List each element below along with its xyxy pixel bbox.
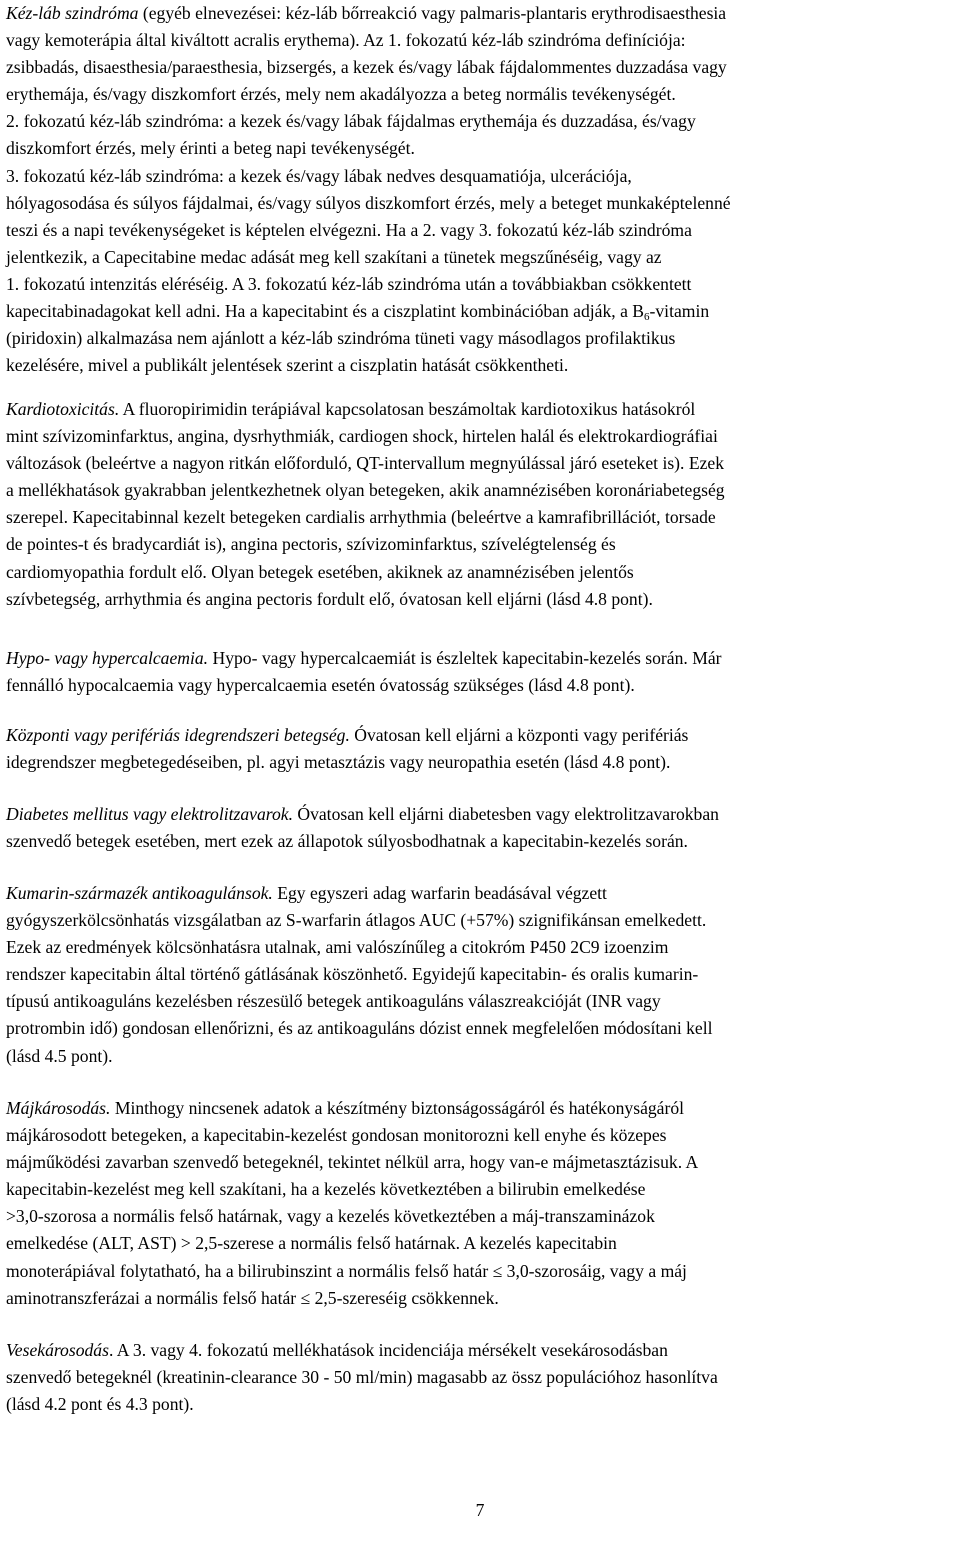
text-line: [6, 1230, 952, 1257]
body-text: szerepel. Kapecitabinnal kezelt betegeken cardialis arrhythmia (beleértve a kamrafibrillációt, torsade: [6, 507, 716, 528]
body-text: Óvatosan kell eljárni a központi vagy perifériás: [349, 725, 689, 745]
subscript-text: 6: [644, 311, 650, 324]
paragraph-diabetes: [6, 801, 952, 855]
text-line: [6, 217, 952, 244]
body-text: aminotranszferázai a normális felső határ ≤ 2,5-szereséig csökkennek.: [6, 1287, 499, 1308]
text-line: [6, 1176, 952, 1203]
body-text: szenvedő betegek esetében, mert ezek az állapotok súlyosbodhatnak a kapecitabin-kezelés során.: [6, 831, 688, 852]
body-text: gyógyszerkölcsönhatás vizsgálatban az S-warfarin átlagos AUC (+57%) szignifikánsan emelkedett.: [6, 910, 707, 931]
body-text: diszkomfort érzés, mely érinti a beteg napi tevékenységét.: [6, 138, 415, 159]
paragraph-cardiotoxicity: [6, 396, 952, 613]
body-text: (piridoxin) alkalmazása nem ajánlott a kéz-láb szindróma tüneti vagy másodlagos profilaktikus: [6, 328, 676, 349]
body-text: monoterápiával folytatható, ha a bilirubinszint a normális felső határ ≤ 3,0-szorosáig, vagy a máj: [6, 1260, 687, 1281]
text-line: [6, 1095, 952, 1122]
body-text: a mellékhatások gyakrabban jelentkezhetnek olyan betegeken, akik anamnézisében koronáriabetegség: [6, 480, 725, 501]
body-text: rendszer kapecitabin által történő gátlásának köszönhető. Egyidejű kapecitabin- és oralis kumarin-: [6, 964, 699, 985]
text-line: [6, 722, 952, 749]
text-line: [6, 1364, 952, 1391]
text-line: [6, 1258, 952, 1285]
body-text: A fluoropirimidin terápiával kapcsolatosan beszámoltak kardiotoxikus hatásokról: [119, 399, 696, 419]
body-text: 3. fokozatú kéz-láb szindróma: a kezek és/vagy lábak nedves desquamatiója, ulcerációja,: [6, 165, 632, 186]
body-text: (lásd 4.5 pont).: [6, 1045, 113, 1066]
page-number: 7: [475, 1500, 485, 1520]
section-heading-italic: Diabetes mellitus vagy elektrolitzavarok.: [6, 804, 293, 824]
section-heading-italic: Hypo- vagy hypercalcaemia.: [6, 648, 209, 668]
body-text: teszi és a napi tevékenységeket is képtelen elvégezni. Ha a 2. vagy 3. fokozatú kéz-láb szindróma: [6, 219, 692, 240]
text-line: [6, 645, 952, 672]
body-text: hólyagosodása és súlyos fájdalmai, és/vagy súlyos diszkomfort érzés, mely a beteget munkaképtelenné: [6, 192, 731, 213]
paragraph-kidney-impairment: [6, 1337, 952, 1418]
text-line: [6, 0, 952, 27]
section-heading-italic: Kéz-láb szindróma: [6, 3, 139, 23]
text-line: [6, 477, 952, 504]
body-text: zsibbadás, disaesthesia/paraesthesia, bizsergés, a kezek és/vagy lábak fájdalommentes duzzadása vagy: [6, 57, 727, 78]
text-line: [6, 271, 952, 298]
paragraph-calcaemia: [6, 645, 952, 699]
paragraph-hand-foot-syndrome: [6, 0, 952, 379]
text-line: [6, 1043, 952, 1070]
text-line: [6, 450, 952, 477]
body-text: idegrendszer megbetegedéseiben, pl. agyi metasztázis vagy neuropathia esetén (lásd 4.8 pont).: [6, 752, 671, 773]
body-text: de pointes-t és bradycardiát is), angina pectoris, szívizominfarktus, szívelégtelenség és: [6, 534, 616, 555]
body-text: (lásd 4.2 pont és 4.3 pont).: [6, 1394, 194, 1415]
text-line: [6, 325, 952, 352]
text-line: [6, 934, 952, 961]
body-text: fennálló hypocalcaemia vagy hypercalcaemia esetén óvatosság szükséges (lásd 4.8 pont).: [6, 675, 635, 696]
body-text: 2. fokozatú kéz-láb szindróma: a kezek és/vagy lábak fájdalmas erythemája és duzzadása, és/vagy: [6, 111, 696, 132]
text-line: [6, 81, 952, 108]
text-line: [6, 1149, 952, 1176]
body-text: szívbetegség, arrhythmia és angina pectoris fordult elő, óvatosan kell eljárni (lásd 4.8 pont).: [6, 588, 653, 609]
section-heading-italic: Kumarin-származék antikoagulánsok.: [6, 883, 273, 903]
body-text: májkárosodott betegeken, a kapecitabin-kezelést gondosan monitorozni kell enyhe és közepes: [6, 1125, 667, 1146]
body-text: szenvedő betegeknél (kreatinin-clearance 30 - 50 ml/min) magasabb az össz populációhoz hasonlítva: [6, 1367, 718, 1388]
text-line: [6, 135, 952, 162]
text-line: [6, 749, 952, 776]
body-text: Minthogy nincsenek adatok a készítmény biztonságosságáról és hatékonyságáról: [110, 1098, 685, 1118]
body-text: mint szívizominfarktus, angina, dysrhythmiák, cardiogen shock, hirtelen halál és elektrokardiográfiai: [6, 426, 718, 447]
text-line: [6, 880, 952, 907]
body-text: protrombin idő) gondosan ellenőrizni, és az antikoaguláns dózist ennek megfelelően módosítani kell: [6, 1018, 713, 1039]
body-text: erythemája, és/vagy diszkomfort érzés, mely nem akadályozza a beteg normális tevékenységét.: [6, 84, 676, 105]
text-line: [6, 54, 952, 81]
paragraph-coumarin-anticoagulants: [6, 880, 952, 1070]
text-line: [6, 1337, 952, 1364]
text-line: [6, 672, 952, 699]
text-line: [6, 27, 952, 54]
body-text: kezelésére, mivel a publikált jelentések szerint a ciszplatin hatását csökkentheti.: [6, 355, 569, 376]
paragraph-nervous-system: [6, 722, 952, 776]
text-line: [6, 163, 952, 190]
body-text: . A 3. vagy 4. fokozatú mellékhatások incidenciája mérsékelt vesekárosodásban: [108, 1340, 668, 1360]
text-line: [6, 244, 952, 271]
body-text: cardiomyopathia fordult elő. Olyan betegek esetében, akiknek az anamnézisében jelentős: [6, 561, 634, 582]
body-text: kapecitabin-kezelést meg kell szakítani, ha a kezelés következtében a bilirubin emelkedése: [6, 1179, 646, 1200]
body-text: Hypo- vagy hypercalcaemiát is észleltek kapecitabin-kezelés során. Már: [208, 648, 722, 668]
section-heading-italic: Kardiotoxicitás.: [6, 399, 120, 419]
body-text: Óvatosan kell eljárni diabetesben vagy elektrolitzavarokban: [292, 804, 719, 824]
text-line: [6, 1122, 952, 1149]
body-text: 1. fokozatú intenzitás eléréséig. A 3. fokozatú kéz-láb szindróma után a továbbiakban csökkentett: [6, 273, 692, 294]
body-text: változások (beleértve a nagyon ritkán előforduló, QT-intervallum megnyúlással járó eseteket is). Ezek: [6, 453, 725, 474]
section-heading-italic: Vesekárosodás: [6, 1340, 109, 1360]
text-line: [6, 108, 952, 135]
text-line: [6, 396, 952, 423]
body-text: >3,0-szorosa a normális felső határnak, vagy a kezelés következtében a máj-transzaminázok: [6, 1206, 655, 1227]
body-text: kapecitabinadagokat kell adni. Ha a kapecitabint és a ciszplatint kombinációban adják, a B: [6, 301, 645, 322]
body-text: jelentkezik, a Capecitabine medac adását meg kell szakítani a tünetek megszűnéséig, vagy az: [6, 246, 662, 267]
text-line: [6, 559, 952, 586]
text-line: [6, 298, 952, 325]
text-line: [6, 961, 952, 988]
body-text: Egy egyszeri adag warfarin beadásával végzett: [272, 883, 607, 903]
text-line: [6, 828, 952, 855]
text-line: [6, 988, 952, 1015]
body-text: típusú antikoaguláns kezelésben részesülő betegek antikoaguláns válaszreakcióját (INR vagy: [6, 991, 661, 1012]
text-line: [6, 1391, 952, 1418]
paragraph-liver-impairment: [6, 1095, 952, 1312]
section-heading-italic: Központi vagy perifériás idegrendszeri betegség.: [6, 725, 350, 745]
text-line: [6, 352, 952, 379]
text-line: [6, 531, 952, 558]
body-text: Ezek az eredmények kölcsönhatásra utalnak, ami valószínűleg a citokróm P450 2C9 izoenzim: [6, 937, 669, 958]
body-text: májműködési zavarban szenvedő betegeknél, tekintet nélkül arra, hogy van-e májmetasztázisuk. A: [6, 1152, 699, 1173]
body-text: vagy kemoterápia által kiváltott acralis erythema). Az 1. fokozatú kéz-láb szindróma definíciója:: [6, 30, 686, 51]
body-text: emelkedése (ALT, AST) > 2,5-szerese a normális felső határnak. A kezelés kapecitabin: [6, 1233, 617, 1254]
text-line: [6, 801, 952, 828]
section-heading-italic: Májkárosodás.: [6, 1098, 111, 1118]
text-line: [6, 907, 952, 934]
text-line: [6, 586, 952, 613]
text-line: [6, 1015, 952, 1042]
text-line: [6, 504, 952, 531]
text-line: [6, 1203, 952, 1230]
text-line: [6, 1285, 952, 1312]
text-line: [6, 423, 952, 450]
body-text: (egyéb elnevezései: kéz-láb bőrreakció vagy palmaris-plantaris erythrodisaesthesia: [138, 3, 727, 23]
text-line: [6, 190, 952, 217]
body-text: -vitamin: [649, 301, 710, 322]
